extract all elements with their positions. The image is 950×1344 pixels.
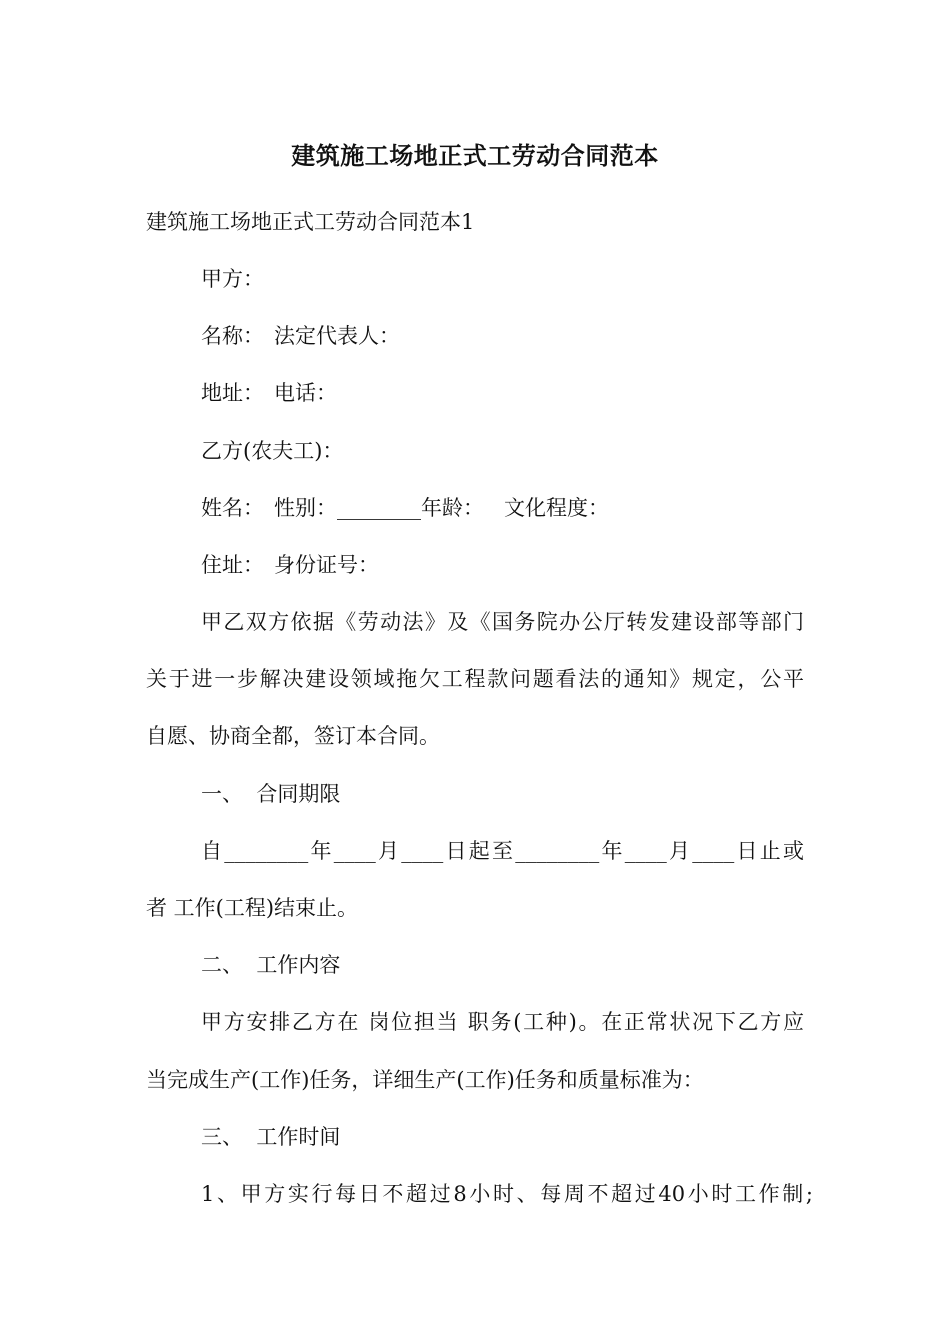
section-2-line-1: 甲方安排乙方在 岗位担当 职务(工种)。在正常状况下乙方应 <box>201 1010 804 1034</box>
intro-line-2: 关于进一步解决建设领域拖欠工程款问题看法的通知》规定，公平 <box>146 667 804 691</box>
section-3-item-1: 1、甲方实行每日不超过8小时、每周不超过40小时工作制; <box>201 1182 813 1206</box>
party-b-education-label: 文化程度： <box>504 496 609 520</box>
party-b-gender-label: 性别：________年龄： <box>274 496 484 520</box>
section-2-line-2: 当完成生产(工作)任务，详细生产(工作)任务和质量标准为： <box>146 1068 704 1092</box>
party-b-address-label: 住址： <box>201 553 264 577</box>
party-b-name-row <box>201 493 609 523</box>
party-b-id-label: 身份证号： <box>274 553 379 577</box>
party-a-heading: 甲方： <box>201 267 264 291</box>
document-subtitle: 建筑施工场地正式工劳动合同范本1 <box>146 210 475 234</box>
section-1-line-1: 自________年____月____日起至________年____月____日止或 <box>201 839 804 863</box>
party-b-name-label: 姓名： <box>201 496 264 520</box>
party-b-heading: 乙方(农夫工)： <box>201 439 344 463</box>
section-1-heading: 一、 合同期限 <box>201 782 341 806</box>
section-1-line-2: 者 工作(工程)结束止。 <box>146 896 359 920</box>
party-a-address-row <box>201 378 337 408</box>
section-3-heading: 三、 工作时间 <box>201 1125 341 1149</box>
intro-line-3: 自愿、协商全都，签订本合同。 <box>146 724 440 748</box>
party-a-name-label: 名称： <box>201 324 264 348</box>
section-2-heading: 二、 工作内容 <box>201 953 341 977</box>
party-b-address-row <box>201 550 379 580</box>
party-a-rep-label: 法定代表人： <box>274 324 400 348</box>
party-a-name-row <box>201 321 400 351</box>
party-a-phone-label: 电话： <box>274 381 337 405</box>
party-a-address-label: 地址： <box>201 381 264 405</box>
document-title: 建筑施工场地正式工劳动合同范本 <box>291 141 659 170</box>
intro-line-1: 甲乙双方依据《劳动法》及《国务院办公厅转发建设部等部门 <box>201 610 804 634</box>
